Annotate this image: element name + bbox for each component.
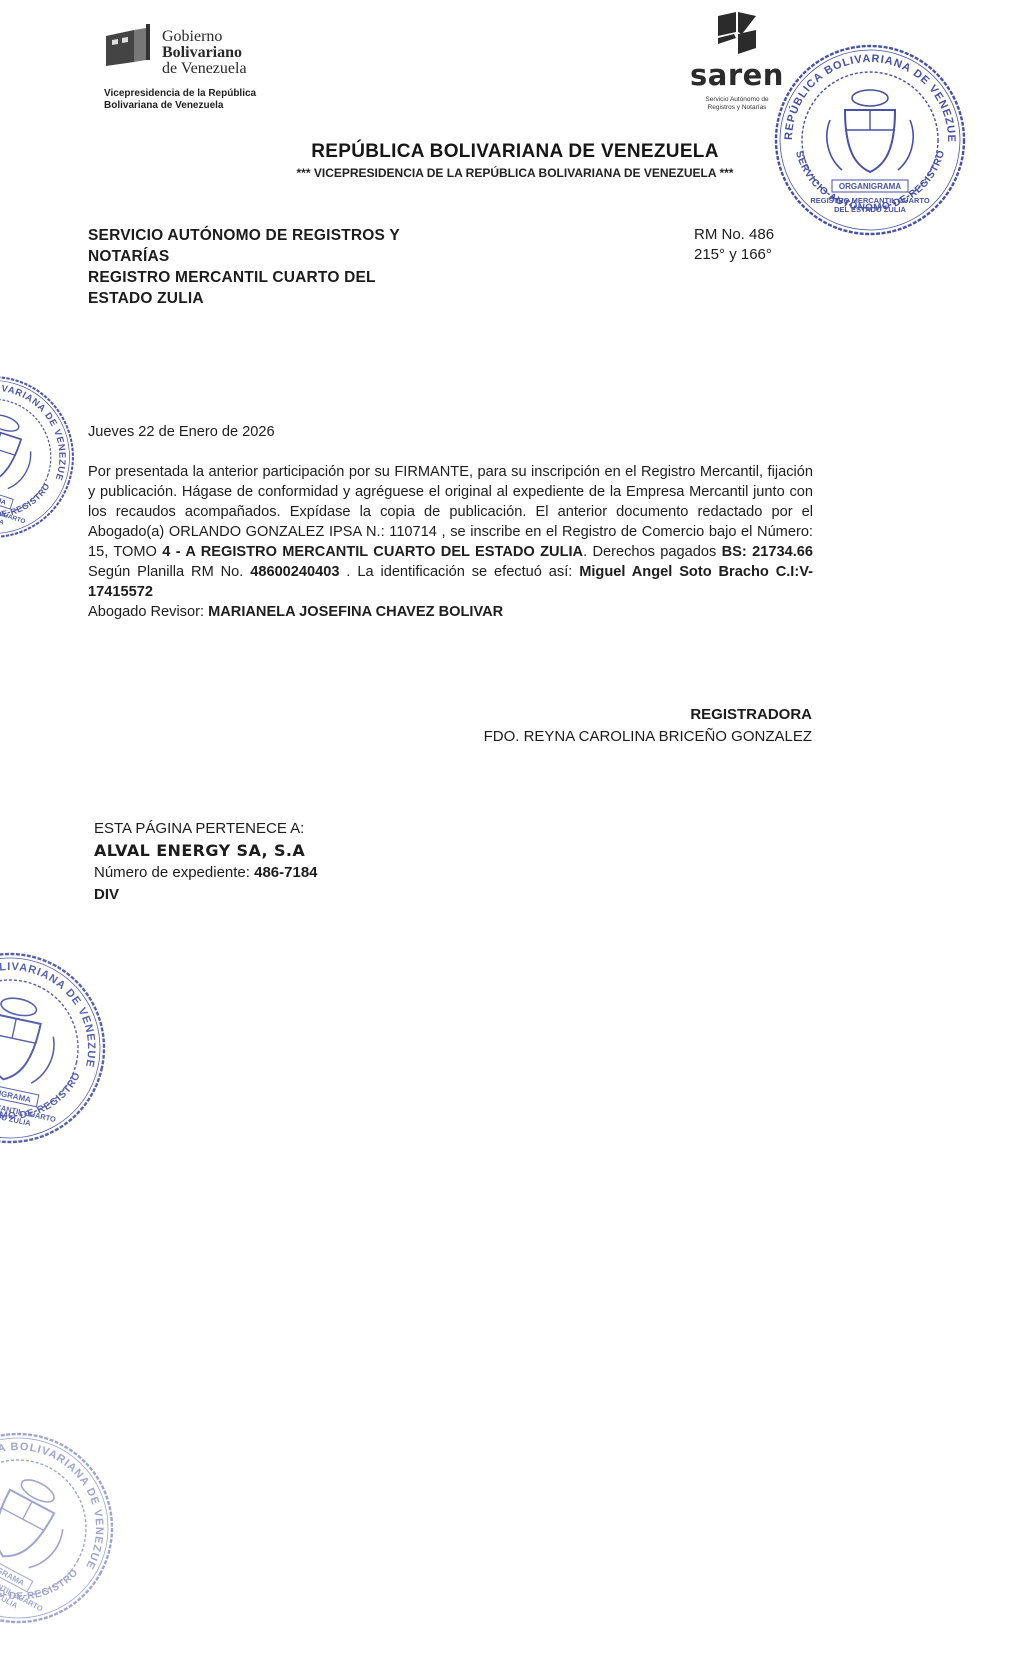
entity-block <box>88 225 400 309</box>
registration-paragraph: Por presentada la anterior participación por su FIRMANTE, para su inscripción en el Registro Mercantil, fijación y publicación. Hágase de conformidad y agréguese el original al expediente de la Empresa Mercantil junto con los recaudos acompañados. Expídase la copia de publicación. El anterior documento redactado por el Abogado(a) ORLANDO GONZALEZ IPSA N.: 110714 , se inscribe en el Registro de Comercio bajo el Número: 15, TOMO 4 - A REGISTRO MERCANTIL CUARTO DEL ESTADO ZULIA. Derechos pagados BS: 21734.66 Según Planilla RM No. 48600240403 . La identificación se efectuó así: Miguel Angel Soto Bracho C.I:V-17415572 Abogado Revisor: MARIANELA JOSEFINA CHAVEZ BOLIVAR <box>88 464 813 620</box>
rm-block <box>694 225 774 265</box>
partial-seal-stamp <box>0 1393 153 1663</box>
saren-emblem-icon <box>712 10 762 58</box>
gobierno-logo <box>104 12 284 77</box>
rm-number: RM No. 486 <box>694 226 775 243</box>
entity-line: SERVICIO AUTÓNOMO DE REGISTROS Y <box>88 227 400 244</box>
identified-person: Miguel Angel Soto Bracho <box>579 564 769 580</box>
fees-paid: BS: 21734.66 <box>721 544 813 560</box>
ownership-label: ESTA PÁGINA PERTENECE A: <box>94 820 305 837</box>
entity-line: NOTARÍAS <box>88 248 170 265</box>
gobierno-line-1: Gobierno <box>162 28 223 45</box>
partial-seal-stamp <box>0 350 100 564</box>
signature-block <box>400 704 812 748</box>
official-seal-stamp <box>770 40 970 240</box>
entity-line: ESTADO ZULIA <box>88 290 204 307</box>
tomo-detail: 4 - A REGISTRO MERCANTIL CUARTO DEL ESTADO ZULIA <box>162 544 584 560</box>
expediente-number: 486-7184 <box>254 864 318 881</box>
page-subtitle: *** VICEPRESIDENCIA DE LA REPÚBLICA BOLIVARIANA DE VENEZUELA *** <box>296 166 734 180</box>
person-ci: C.I:V-17415572 <box>88 564 813 600</box>
saren-sub-1: Servicio Autónomo de <box>705 96 769 103</box>
company-name: ALVAL ENERGY SA, S.A <box>94 841 306 860</box>
gobierno-line-2: Bolivariano <box>162 44 243 61</box>
saren-wordmark: saren <box>690 58 784 92</box>
signature-role: REGISTRADORA <box>690 706 812 723</box>
flag-mark-icon <box>104 22 164 70</box>
abogado-revisor: MARIANELA JOSEFINA CHAVEZ BOLIVAR <box>208 604 504 620</box>
saren-sub-2: Registros y Notarías <box>707 104 767 111</box>
vicepresidencia-line-2: Bolivariana de Venezuela <box>104 100 224 111</box>
vicepresidencia-line-1: Vicepresidencia de la República <box>104 88 257 99</box>
page-title: REPÚBLICA BOLIVARIANA DE VENEZUELA <box>311 141 719 162</box>
entity-line: REGISTRO MERCANTIL CUARTO DEL <box>88 269 376 286</box>
partial-seal-stamp <box>0 929 129 1166</box>
firmante: FIRMANTE <box>394 464 469 480</box>
ownership-block <box>94 818 318 906</box>
document-date: Jueves 22 de Enero de 2026 <box>88 424 275 440</box>
signature-name: FDO. REYNA CAROLINA BRICEÑO GONZALEZ <box>483 728 812 745</box>
expediente-line: Número de expediente: 486-7184 <box>94 864 318 881</box>
rm-years: 215° y 166° <box>694 246 772 263</box>
gobierno-line-3: de Venezuela <box>162 60 247 77</box>
div-label: DIV <box>94 886 120 903</box>
planilla-number: 48600240403 <box>250 564 340 580</box>
